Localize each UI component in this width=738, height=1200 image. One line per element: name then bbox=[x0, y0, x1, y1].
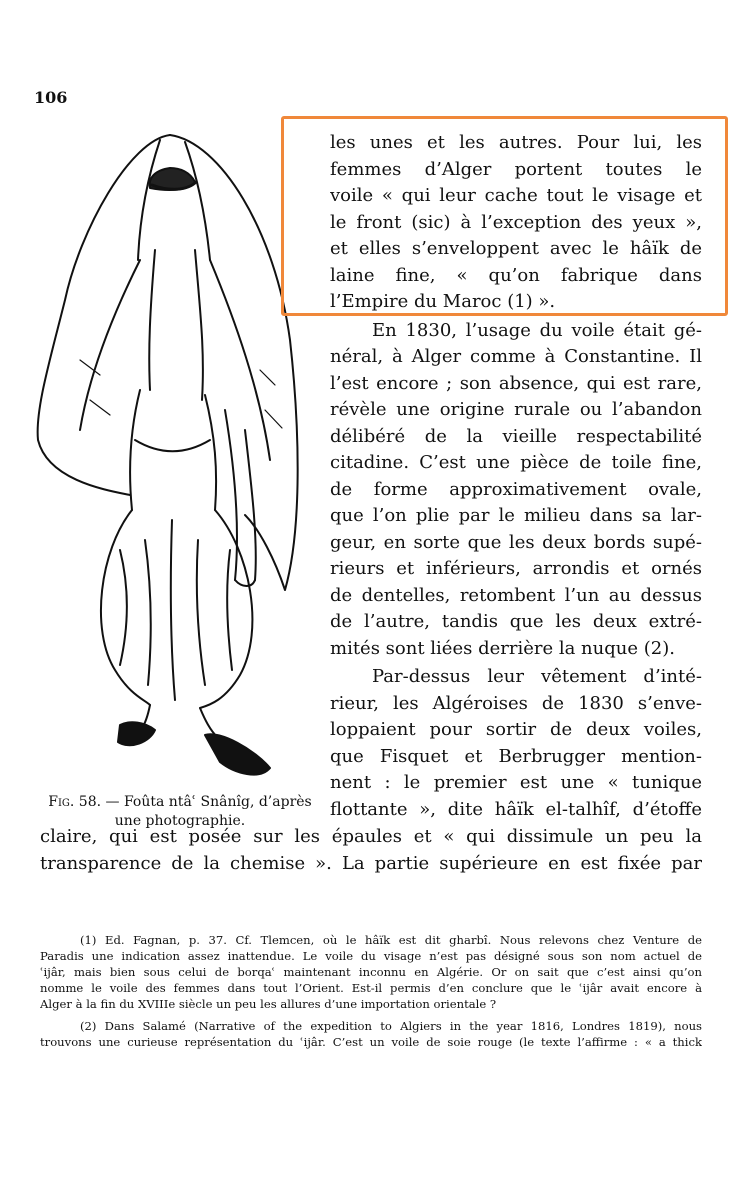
text-line: laine fine, « qu’on fabrique dans bbox=[330, 265, 702, 286]
text-line: l’est encore ; son absence, qui est rare, bbox=[330, 373, 702, 394]
footnotes bbox=[40, 932, 702, 1050]
text-line: que l’on plie par le milieu dans sa lar- bbox=[330, 505, 702, 526]
footnote-line: nomme le voile des femmes dans tout l’Orient. Est-il permis d’en conclure que le ʿijâr avait encore à bbox=[40, 981, 702, 995]
text-line: mités sont liées derrière la nuque (2). bbox=[330, 638, 675, 659]
text-line-full: transparence de la chemise ». La partie supérieure en est fixée par bbox=[40, 853, 702, 874]
text-line: voile « qui leur cache tout le visage et bbox=[330, 185, 702, 206]
text-line: citadine. C’est une pièce de toile fine, bbox=[330, 452, 702, 473]
footnote-line: Alger à la fin du XVIIIe siècle un peu les allures d’une importation orientale ? bbox=[40, 997, 497, 1011]
text-line-full: claire, qui est posée sur les épaules et « qui dissimule un peu la bbox=[40, 826, 702, 847]
text-line: Par-dessus leur vêtement d’inté- bbox=[372, 666, 702, 687]
text-line: femmes d’Alger portent toutes le bbox=[330, 159, 702, 180]
footnote-line: Paradis une indication assez inattendue. Le voile du visage n’est pas désigné sous son nom actuel de bbox=[40, 949, 702, 963]
text-line: l’Empire du Maroc (1) ». bbox=[330, 291, 556, 312]
text-line: de dentelles, retombent l’un au dessus bbox=[330, 585, 702, 606]
text-line: que Fisquet et Berbrugger mention- bbox=[330, 746, 702, 767]
text-line: flottante », dite hâïk el-talhîf, d’étoffe bbox=[330, 799, 702, 820]
text-line: rieur, les Algéroises de 1830 s’enve- bbox=[330, 693, 702, 714]
text-line: geur, en sorte que les deux bords supé- bbox=[330, 532, 702, 553]
text-line: de forme approximativement ovale, bbox=[330, 479, 702, 500]
figure-illustration bbox=[20, 110, 320, 800]
text-line: rieurs et inférieurs, arrondis et ornés bbox=[330, 558, 702, 579]
text-line: En 1830, l’usage du voile était gé- bbox=[372, 320, 702, 341]
veiled-woman-drawing bbox=[20, 110, 320, 800]
footnote-line: ʿijâr, mais bien sous celui de borqaʿ maintenant inconnu en Algérie. Or on sait que c’est ainsi qu’on bbox=[40, 965, 702, 979]
footnote-line: (2) Dans Salamé (Narrative of the expedition to Algiers in the year 1816, Londres 1819), nous bbox=[80, 1019, 702, 1033]
page-number: 106 bbox=[34, 88, 68, 107]
text-line: loppaient pour sortir de deux voiles, bbox=[330, 719, 702, 740]
text-line: les unes et les autres. Pour lui, les bbox=[330, 132, 702, 153]
text-line: néral, à Alger comme à Constantine. Il bbox=[330, 346, 702, 367]
text-line: délibéré de la vieille respectabilité bbox=[330, 426, 702, 447]
text-line: nent : le premier est une « tunique bbox=[330, 772, 702, 793]
caption-label: Fig. 58. bbox=[48, 794, 102, 810]
footnote-line: (1) Ed. Fagnan, p. 37. Cf. Tlemcen, où le hâïk est dit gharbî. Nous relevons chez Venture de bbox=[80, 933, 702, 947]
text-line: de l’autre, tandis que les deux extré- bbox=[330, 611, 702, 632]
footnote-line: trouvons une curieuse représentation du ʿijâr. C’est un voile de soie rouge (le texte l’affirme : « a thick bbox=[40, 1035, 702, 1049]
text-line: et elles s’enveloppent avec le hâïk de bbox=[330, 238, 702, 259]
text-line: le front (sic) à l’exception des yeux », bbox=[330, 212, 702, 233]
caption-text: — Foûta ntâʿ Snânîg, d’après une photographie. bbox=[101, 794, 312, 829]
text-line: révèle une origine rurale ou l’abandon bbox=[330, 399, 702, 420]
